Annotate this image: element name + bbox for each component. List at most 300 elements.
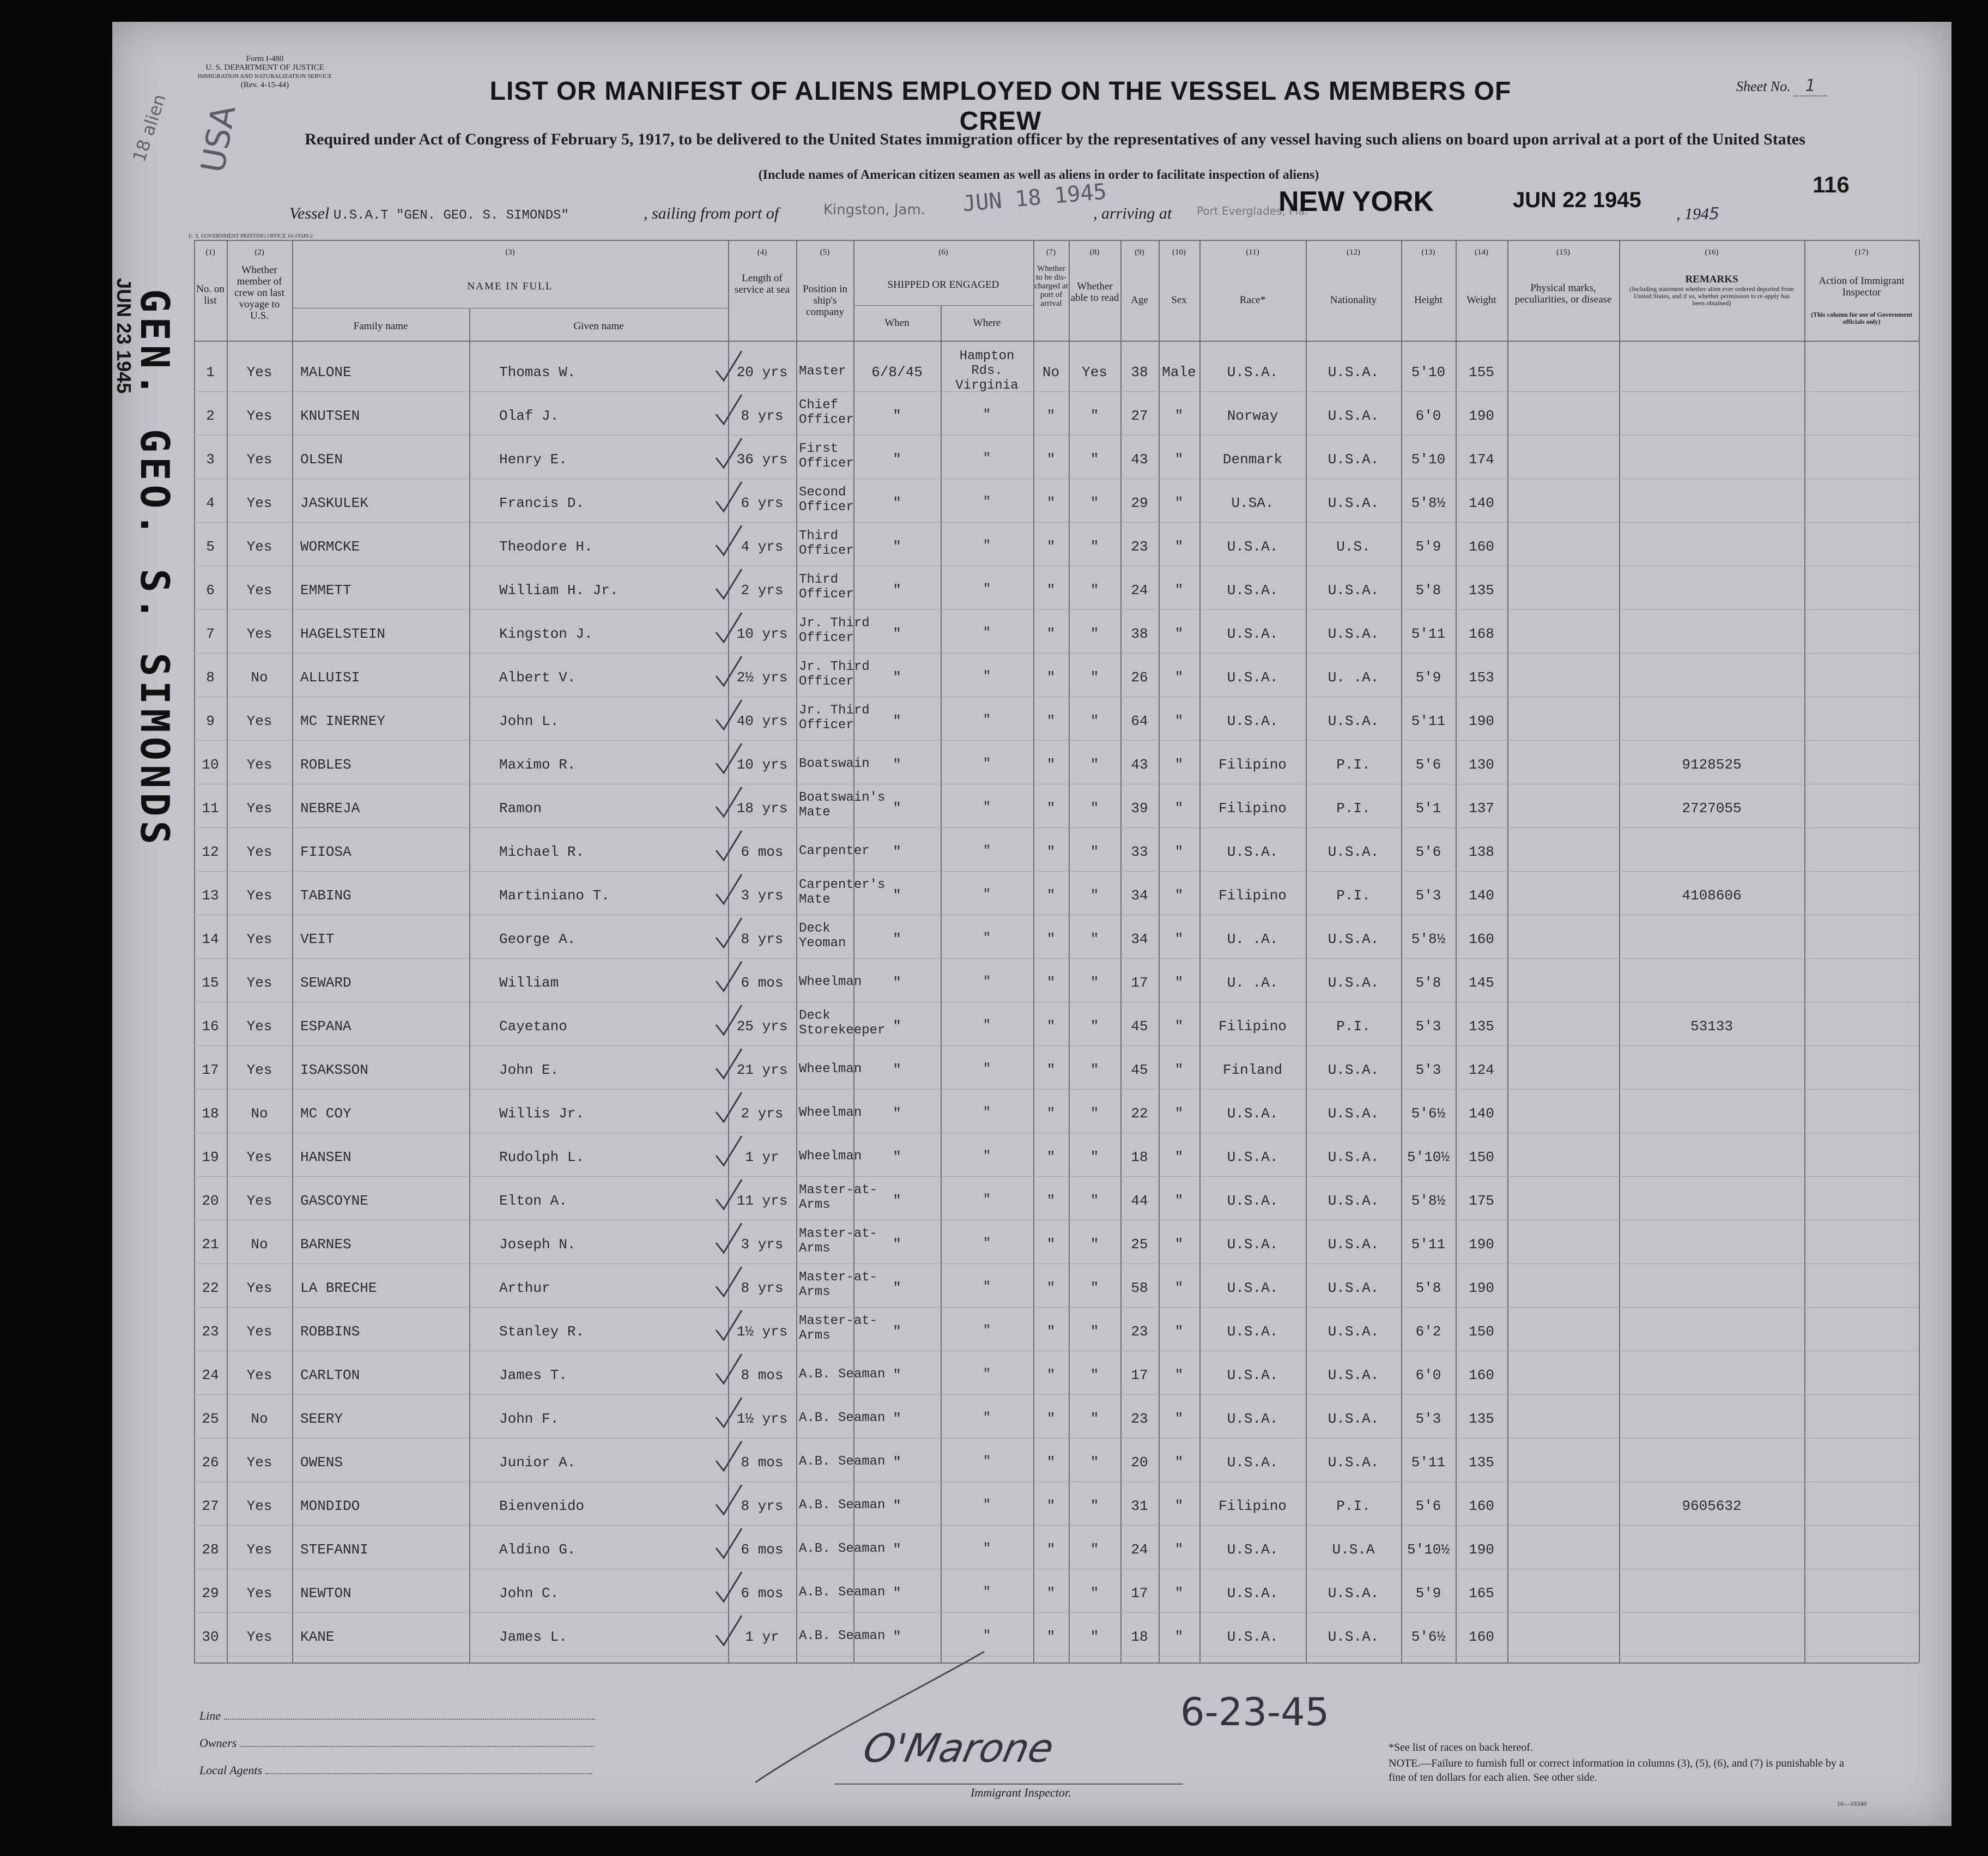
row-position: [799, 1062, 862, 1077]
row-nationality: U.S.A.: [1328, 931, 1379, 947]
row-position: [799, 1314, 878, 1343]
row-nationality: U.S.A.: [1328, 1367, 1379, 1383]
row-shipped-where: ": [983, 713, 991, 728]
row-position-line: Arms: [799, 1241, 831, 1256]
col-number: (9): [1135, 248, 1144, 257]
row-position-line: Jr. Third: [799, 616, 870, 631]
sheet-number-block: [1736, 76, 1827, 96]
col-number: (17): [1854, 248, 1869, 257]
row-shipped-when: ": [893, 1498, 901, 1514]
row-position-line: Officer: [799, 718, 854, 733]
form-id-block: [180, 55, 349, 89]
row-position-line: Deck: [799, 1008, 831, 1023]
row-race: U.S.A.: [1227, 669, 1278, 686]
row-family-name: TABING: [300, 887, 351, 904]
row-position-line: A.B. Seaman: [799, 1541, 886, 1556]
row-weight: 190: [1469, 1280, 1494, 1296]
row-age: 29: [1131, 495, 1148, 511]
row-discharged: ": [1046, 539, 1056, 555]
row-position: [799, 757, 870, 771]
row-age: 23: [1131, 539, 1148, 555]
print-code: 16—19349: [1837, 1800, 1866, 1807]
row-length-of-service: 1½ yrs: [736, 1411, 788, 1427]
vessel-name: U.S.A.T "GEN. GEO. S. SIMONDS": [333, 208, 569, 223]
row-family-name: JASKULEK: [300, 495, 368, 511]
row-sex: ": [1174, 1018, 1184, 1035]
row-position-line: Boatswain's: [799, 790, 886, 805]
row-shipped-when: ": [893, 1105, 901, 1122]
row-family-name: KANE: [300, 1629, 335, 1645]
row-last-voyage: Yes: [246, 1149, 272, 1165]
row-nationality: U.S.A.: [1328, 1629, 1379, 1645]
row-race: U. .A.: [1227, 975, 1278, 991]
row-discharged: ": [1046, 1411, 1056, 1427]
row-weight: 160: [1469, 539, 1494, 555]
table-row: [112, 1483, 1951, 1526]
row-last-voyage: Yes: [246, 495, 272, 511]
row-sex: ": [1174, 669, 1184, 686]
row-position-line: Master-at-: [799, 1183, 878, 1198]
row-last-voyage: No: [251, 669, 268, 686]
row-number: 6: [206, 582, 215, 598]
col-number: (10): [1172, 248, 1186, 257]
row-number: 24: [202, 1367, 219, 1383]
sailing-label: , sailing from port of: [644, 204, 779, 222]
row-position-line: First: [799, 442, 839, 456]
row-weight: 130: [1469, 757, 1494, 773]
row-weight: 140: [1469, 495, 1494, 511]
row-shipped-where: ": [983, 1280, 991, 1295]
row-height: 5'10½: [1407, 1149, 1450, 1165]
table-row: [112, 392, 1951, 436]
row-number: 30: [202, 1629, 219, 1645]
manifest-page: [112, 22, 1951, 1826]
row-shipped-when: ": [893, 757, 901, 773]
row-able-to-read: ": [1090, 713, 1099, 729]
row-discharged: ": [1046, 1498, 1056, 1514]
row-discharged: ": [1046, 975, 1056, 991]
row-sex: ": [1174, 1193, 1184, 1209]
check-mark: [712, 1526, 744, 1564]
row-age: 22: [1131, 1105, 1148, 1122]
table-row: [112, 610, 1951, 654]
arriving-at: Port Everglades, Fla.: [1197, 204, 1308, 217]
row-nationality: U.S.A.: [1328, 451, 1379, 468]
row-shipped-where: ": [983, 1498, 991, 1513]
department: U. S. DEPARTMENT OF JUSTICE: [205, 63, 324, 72]
header-physical-marks: Physical marks, peculiarities, or disease: [1514, 282, 1612, 305]
row-length-of-service: 1 yr: [745, 1629, 779, 1645]
row-race: U.S.A.: [1227, 1280, 1278, 1296]
row-sex: ": [1174, 1105, 1184, 1122]
check-mark: [712, 567, 744, 605]
row-discharged: ": [1046, 1193, 1056, 1209]
row-family-name: ROBBINS: [300, 1323, 360, 1340]
row-given-name: John F.: [499, 1411, 559, 1427]
row-discharged: ": [1046, 495, 1056, 511]
row-length-of-service: 8 mos: [741, 1454, 784, 1471]
row-last-voyage: Yes: [246, 1454, 272, 1471]
row-able-to-read: ": [1090, 1367, 1099, 1383]
row-race: Filipino: [1219, 757, 1287, 773]
row-given-name: Junior A.: [499, 1454, 576, 1471]
footer-line-field: [199, 1709, 595, 1723]
row-shipped-where: ": [983, 539, 991, 553]
row-sex: ": [1174, 1323, 1184, 1340]
check-mark: [712, 1090, 744, 1128]
row-last-voyage: Yes: [246, 582, 272, 598]
inspector-signature: O'Marone: [859, 1725, 1058, 1771]
row-last-voyage: Yes: [246, 1541, 272, 1558]
row-position: [799, 790, 886, 820]
row-given-name: Michael R.: [499, 844, 585, 860]
row-family-name: ROBLES: [300, 757, 351, 773]
row-race: U. .A.: [1227, 931, 1278, 947]
row-last-voyage: No: [251, 1236, 268, 1253]
header-able-to-read: Whether able to read: [1070, 281, 1119, 304]
header-remarks-note: (Including statement whether alien ever ordered deported from United States, and if so, whether permission to re-apply has been obtained): [1629, 285, 1794, 307]
row-last-voyage: Yes: [246, 539, 272, 555]
row-given-name: John L.: [499, 713, 559, 729]
row-able-to-read: ": [1090, 1149, 1099, 1165]
row-length-of-service: 3 yrs: [741, 1236, 784, 1253]
row-last-voyage: Yes: [246, 931, 272, 947]
row-race: U.S.A.: [1227, 1367, 1278, 1383]
row-race: U.S.A.: [1227, 1149, 1278, 1165]
row-shipped-when: ": [893, 1018, 901, 1035]
row-shipped-where: ": [983, 1062, 991, 1077]
row-position: [799, 878, 886, 907]
row-height: 5'9: [1415, 539, 1441, 555]
row-race: U.S.A.: [1227, 539, 1278, 555]
row-weight: 135: [1469, 1454, 1494, 1471]
agents-label: Local Agents: [199, 1763, 263, 1777]
header-member-last-voyage: Whether member of crew on last voyage to U.S.: [234, 264, 284, 322]
row-position: [799, 1149, 862, 1164]
check-mark: [712, 698, 744, 736]
row-position-line: Third: [799, 572, 839, 587]
row-able-to-read: ": [1090, 451, 1099, 468]
row-shipped-where: ": [983, 887, 991, 902]
row-weight: 153: [1469, 669, 1494, 686]
row-position: [799, 1226, 878, 1256]
row-length-of-service: 3 yrs: [741, 887, 784, 904]
row-able-to-read: ": [1090, 844, 1099, 860]
check-mark: [712, 1352, 744, 1390]
row-able-to-read: ": [1090, 975, 1099, 991]
row-age: 17: [1131, 1585, 1148, 1601]
row-weight: 137: [1469, 800, 1494, 817]
col-number: (16): [1705, 248, 1719, 257]
table-row: [112, 785, 1951, 829]
row-shipped-where: ": [983, 1411, 991, 1425]
row-position: [799, 529, 853, 558]
row-given-name: John C.: [499, 1585, 559, 1601]
row-last-voyage: Yes: [246, 364, 272, 380]
row-age: 17: [1131, 1367, 1148, 1383]
row-sex: ": [1174, 844, 1184, 860]
row-position-line: Mate: [799, 892, 831, 907]
col-number: (11): [1246, 248, 1259, 257]
row-position-line: Yeoman: [799, 936, 846, 951]
row-last-voyage: Yes: [246, 408, 272, 424]
row-position-line: A.B. Seaman: [799, 1498, 886, 1513]
row-position-line: A.B. Seaman: [799, 1629, 886, 1643]
row-given-name: Kingston J.: [499, 626, 593, 642]
row-position-line: A.B. Seaman: [799, 1411, 886, 1425]
row-position-line: Storekeeper: [799, 1023, 886, 1038]
check-mark: [712, 436, 744, 474]
row-position: [799, 1411, 886, 1425]
row-family-name: BARNES: [300, 1236, 351, 1253]
row-number: 25: [202, 1411, 219, 1427]
row-height: 5'10: [1411, 364, 1446, 380]
row-able-to-read: ": [1090, 1062, 1099, 1078]
row-sex: ": [1174, 626, 1184, 642]
form-title: LIST OR MANIFEST OF ALIENS EMPLOYED ON THE VESSEL AS MEMBERS OF CREW: [489, 77, 1512, 136]
row-position-line: Officer: [799, 413, 854, 427]
check-mark: [712, 1395, 744, 1434]
row-shipped-when: ": [893, 669, 901, 686]
row-nationality: U. .A.: [1328, 669, 1379, 686]
row-length-of-service: 6 mos: [741, 975, 784, 991]
row-position: [799, 1498, 886, 1513]
row-shipped-where: ": [983, 582, 991, 597]
row-able-to-read: ": [1090, 408, 1099, 424]
row-given-name: Aldino G.: [499, 1541, 576, 1558]
row-age: 64: [1131, 713, 1148, 729]
row-shipped-when: ": [893, 1585, 901, 1601]
row-position-line: Master-at-: [799, 1314, 878, 1328]
row-number: 20: [202, 1193, 219, 1209]
row-position-line: Wheelman: [799, 1149, 862, 1164]
row-shipped-where: ": [983, 1629, 991, 1643]
row-given-name: Martiniano T.: [499, 887, 610, 904]
check-mark: [712, 1265, 744, 1303]
row-height: 5'11: [1411, 1454, 1446, 1471]
owners-dots: [240, 1746, 594, 1747]
form-subtitle: Required under Act of Congress of February 5, 1917, to be delivered to the United States immigration officer by the representatives of any vessel having such aliens on board upon arrival at a port of the United States: [305, 130, 1805, 148]
row-nationality: U.S.A.: [1328, 713, 1379, 729]
row-family-name: CARLTON: [300, 1367, 360, 1383]
row-family-name: VEIT: [300, 931, 335, 947]
row-length-of-service: 2 yrs: [741, 582, 784, 598]
row-length-of-service: 6 mos: [741, 1585, 784, 1601]
row-shipped-when: ": [893, 931, 901, 947]
table-row: [112, 1221, 1951, 1265]
table-row: [112, 1134, 1951, 1177]
row-number: 16: [202, 1018, 219, 1035]
row-weight: 135: [1469, 1411, 1494, 1427]
row-shipped-when: ": [893, 1280, 901, 1296]
row-able-to-read: ": [1090, 1323, 1099, 1340]
row-age: 24: [1131, 1541, 1148, 1558]
row-able-to-read: ": [1090, 1193, 1099, 1209]
row-family-name: HANSEN: [300, 1149, 351, 1165]
service: IMMIGRATION AND NATURALIZATION SERVICE: [197, 73, 332, 80]
row-sex: ": [1174, 1498, 1184, 1514]
row-age: 20: [1131, 1454, 1148, 1471]
row-weight: 160: [1469, 1367, 1494, 1383]
row-number: 13: [202, 887, 219, 904]
name-subheader-rule: [292, 308, 728, 309]
header-action-note: (This column for use of Government officials only): [1810, 311, 1913, 325]
row-position: [799, 1541, 886, 1556]
table-row: [112, 1439, 1951, 1483]
row-shipped-where: ": [983, 931, 991, 946]
row-last-voyage: Yes: [246, 1018, 272, 1035]
sailing-from: Kingston, Jam.: [823, 202, 926, 218]
row-length-of-service: 36 yrs: [736, 451, 788, 468]
row-position-line: Arms: [799, 1198, 831, 1212]
row-number: 4: [206, 495, 215, 511]
row-race: U.S.A.: [1227, 1193, 1278, 1209]
row-nationality: U.S.A.: [1328, 1062, 1379, 1078]
row-sex: ": [1174, 1454, 1184, 1471]
row-nationality: U.S.A.: [1328, 1585, 1379, 1601]
row-nationality: U.S.A.: [1328, 1411, 1379, 1427]
row-length-of-service: 8 yrs: [741, 1498, 784, 1514]
row-position-line: Arms: [799, 1285, 831, 1299]
row-height: 5'6: [1415, 757, 1441, 773]
row-position: [799, 844, 870, 859]
row-given-name: George A.: [499, 931, 576, 947]
row-length-of-service: 6 mos: [741, 844, 784, 860]
row-shipped-where: ": [983, 1585, 991, 1600]
row-remarks: 53133: [1690, 1018, 1733, 1035]
row-family-name: MC INERNEY: [300, 713, 386, 729]
row-height: 5'1: [1415, 800, 1441, 817]
row-sex: ": [1174, 975, 1184, 991]
row-last-voyage: Yes: [246, 451, 272, 468]
row-discharged: ": [1046, 451, 1056, 468]
row-number: 23: [202, 1323, 219, 1340]
row-height: 6'2: [1415, 1323, 1441, 1340]
row-weight: 174: [1469, 451, 1494, 468]
row-able-to-read: ": [1090, 1454, 1099, 1471]
row-weight: 150: [1469, 1149, 1494, 1165]
row-number: 1: [206, 364, 215, 380]
row-able-to-read: ": [1090, 1629, 1099, 1645]
row-shipped-where: ": [983, 669, 991, 684]
row-shipped-where: ": [983, 1105, 991, 1120]
row-height: 5'9: [1415, 1585, 1441, 1601]
row-position-line: Third: [799, 529, 839, 543]
row-age: 43: [1131, 757, 1148, 773]
header-no-on-list: No. on list: [196, 283, 225, 306]
row-shipped-when: ": [893, 1454, 901, 1471]
row-nationality: U.S.A.: [1328, 975, 1379, 991]
row-nationality: U.S.A.: [1328, 408, 1379, 424]
row-weight: 168: [1469, 626, 1494, 642]
check-mark: [712, 959, 744, 997]
row-weight: 138: [1469, 844, 1494, 860]
row-last-voyage: Yes: [246, 626, 272, 642]
row-nationality: U.S.A.: [1328, 495, 1379, 511]
row-race: U.S.A.: [1227, 582, 1278, 598]
inspection-date: 6-23-45: [1180, 1690, 1330, 1734]
row-last-voyage: Yes: [246, 1193, 272, 1209]
row-race: U.S.A.: [1227, 713, 1278, 729]
row-discharged: ": [1046, 1149, 1056, 1165]
row-able-to-read: ": [1090, 626, 1099, 642]
header-remarks: REMARKS: [1685, 274, 1738, 285]
row-family-name: ALLUISI: [300, 669, 360, 686]
row-age: 58: [1131, 1280, 1148, 1296]
row-length-of-service: 11 yrs: [736, 1193, 788, 1209]
row-position-line: Deck: [799, 921, 831, 936]
shipped-subheader-rule: [853, 305, 1033, 306]
row-sex: ": [1174, 451, 1184, 468]
table-row: [112, 1570, 1951, 1613]
row-number: 15: [202, 975, 219, 991]
revision: (Rev. 4-15-44): [240, 81, 289, 89]
check-mark: [712, 1483, 744, 1521]
row-weight: 150: [1469, 1323, 1494, 1340]
races-note: *See list of races on back hereof.: [1389, 1742, 1533, 1754]
row-position: [799, 921, 853, 951]
row-given-name: Albert V.: [499, 669, 576, 686]
row-discharged: ": [1046, 800, 1056, 817]
row-discharged: ": [1046, 1280, 1056, 1296]
table-row: [112, 959, 1951, 1003]
row-shipped-where: ": [983, 844, 991, 859]
arrival-port-stamp: NEW YORK: [1278, 186, 1434, 217]
footer-owners-field: [199, 1736, 594, 1750]
row-discharged: ": [1046, 1585, 1056, 1601]
row-sex: ": [1174, 1236, 1184, 1253]
check-mark: [712, 392, 744, 431]
table-row: [112, 480, 1951, 523]
row-shipped-where: ": [983, 1541, 991, 1556]
row-number: 8: [206, 669, 215, 686]
row-given-name: William: [499, 975, 559, 991]
row-age: 18: [1131, 1149, 1148, 1165]
row-number: 3: [206, 451, 215, 468]
row-shipped-where: ": [983, 975, 991, 989]
header-given-name: Given name: [573, 321, 624, 332]
row-age: 18: [1131, 1629, 1148, 1645]
row-sex: ": [1174, 887, 1184, 904]
page-number: 116: [1813, 172, 1850, 197]
row-height: 5'6: [1415, 844, 1441, 860]
row-position: [799, 1454, 886, 1469]
row-sex: ": [1174, 713, 1184, 729]
row-able-to-read: ": [1090, 582, 1099, 598]
row-length-of-service: 1 yr: [745, 1149, 779, 1165]
row-weight: 190: [1469, 1541, 1494, 1558]
row-height: 6'0: [1415, 408, 1441, 424]
row-able-to-read: ": [1090, 495, 1099, 511]
row-remarks: 2727055: [1682, 800, 1742, 817]
row-shipped-where: ": [983, 1193, 991, 1207]
row-discharged: No: [1042, 364, 1060, 380]
row-given-name: Stanley R.: [499, 1323, 585, 1340]
check-mark: [712, 1134, 744, 1172]
table-row: [112, 698, 1951, 741]
header-bottom-rule: [194, 341, 1919, 342]
row-race: Denmark: [1222, 451, 1283, 468]
table-row: [112, 829, 1951, 872]
row-position: [799, 485, 853, 515]
row-shipped-when: ": [893, 975, 901, 991]
check-mark: [712, 480, 744, 518]
check-mark: [712, 741, 744, 779]
row-length-of-service: 10 yrs: [736, 626, 788, 642]
row-position-line: A.B. Seaman: [799, 1454, 886, 1469]
row-shipped-where: ": [983, 757, 991, 771]
row-nationality: P.I.: [1336, 887, 1371, 904]
